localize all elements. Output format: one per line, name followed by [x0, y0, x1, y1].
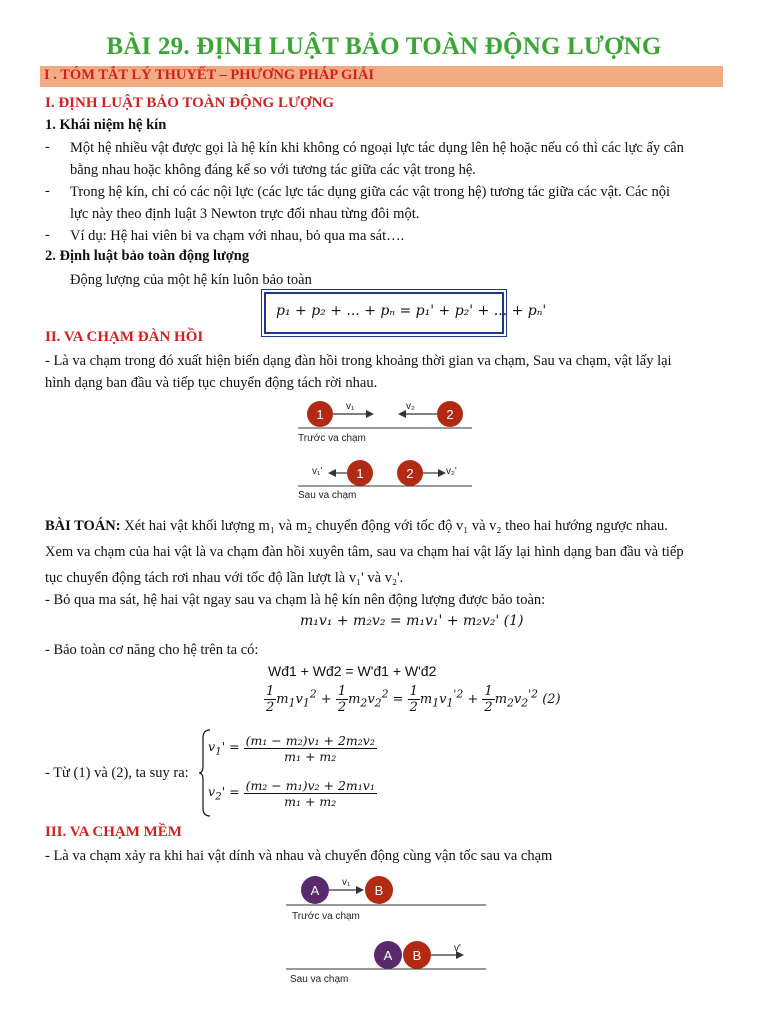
ball-b-label: B — [374, 883, 384, 898]
bullet-dash: - — [45, 183, 50, 199]
equation-1: m₁v₁ + m₂v₂ = m₁v₁' + m₂v₂' (1) — [300, 613, 524, 629]
problem-label: BÀI TOÁN: — [45, 518, 121, 534]
ball-2-label: 2 — [446, 407, 454, 422]
bullet-dash: - — [45, 227, 50, 243]
inelastic-collision-figure — [284, 868, 488, 990]
system-2-numerator: (m₂ − m₁)v₂ + 2m₁v₁ — [245, 778, 375, 793]
ball-1-label: 1 — [316, 407, 324, 422]
v2p-arrowhead — [438, 469, 446, 477]
energy-conservation-text: - Bảo toàn cơ năng cho hệ trên ta có: — [45, 642, 259, 658]
problem-line-1 — [45, 513, 725, 539]
conservation-formula: p₁ + p₂ + ... + pₙ = p₁' + p₂' + ... + pₙ' — [276, 303, 547, 319]
section-3-heading: III. VA CHẠM MỀM — [45, 824, 182, 840]
elastic-description — [45, 350, 725, 394]
bullet-1-text — [70, 137, 720, 181]
v2-label: v₂ — [406, 401, 415, 412]
elastic-desc-line-1: - Là va chạm trong đó xuất hiện biến dạng đàn hồi trong khoảng thời gian va chạm, Sau va chạm, vật lấy lại — [45, 353, 672, 369]
ball-1-after-label: 1 — [356, 466, 364, 481]
bullet-1-line-2: bằng nhau hoặc không đáng kể so với tương tác giữa các vật trong hệ. — [70, 162, 476, 178]
before-collision-label: Trước va chạm — [298, 433, 366, 444]
conservation-formula-box — [264, 292, 547, 334]
system-equation-2: $v_2'$ = $\frac{\text{(m₂ − m₁)v₂ + 2m₁v₁}}{\text{m₁ + m₂}}$ — [208, 778, 375, 809]
momentum-conservation-text: - Bỏ qua ma sát, hệ hai vật ngay sau va chạm là hệ kín nên động lượng được bảo toàn: — [45, 592, 546, 608]
section-bar-text: I . TÓM TẮT LÝ THUYẾT – PHƯƠNG PHÁP GIẢI — [44, 67, 375, 83]
problem-text-1: Xét hai vật khối lượng m₁ và m₂ chuyển động với tốc độ v₁ và v₂ theo hai hướng ngược nhau. — [124, 518, 668, 534]
subsection-1-heading: 1. Khái niệm hệ kín — [45, 117, 167, 133]
system-equation-1: $v_1'$ = $\frac{\text{(m₁ − m₂)v₁ + 2m₂v₂}}{\text{m₁ + m₂}}$ — [208, 733, 375, 764]
bullet-1-line-1: Một hệ nhiều vật được gọi là hệ kín khi không có ngoại lực tác dụng lên hệ hoặc nếu có thì các lực ấy cân — [70, 140, 684, 156]
fraction-half: $\frac{1}{2}$ — [337, 684, 347, 715]
conservation-statement: Động lượng của một hệ kín luôn bảo toàn — [70, 272, 312, 288]
section-1-heading: I. ĐỊNH LUẬT BẢO TOÀN ĐỘNG LƯỢNG — [45, 95, 335, 111]
equation-2: $\frac{1}{2}$ $m_1v_1^2$ + $\frac{1}{2}$ $m_2v_2^2$ = $\frac{1}{2}$ $m_1v_1^{'2}$ + $\frac{1}{2}$ $m_2v_2^{'2}$ (2) — [266, 684, 561, 715]
equation-2-number: (2) — [542, 692, 561, 707]
v1-arrowhead — [356, 886, 364, 894]
v1p-arrowhead — [328, 469, 336, 477]
problem-statement — [45, 513, 725, 591]
ball-a-after-label: A — [383, 948, 393, 963]
bullet-2-line-2: lực này theo định luật 3 Newton trực đối nhau từng đôi một. — [70, 206, 420, 222]
system-1-numerator: (m₁ − m₂)v₁ + 2m₂v₂ — [245, 733, 375, 748]
fraction-half: $\frac{1}{2}$ — [266, 684, 275, 715]
page-title: BÀI 29. ĐỊNH LUẬT BẢO TOÀN ĐỘNG LƯỢNG — [106, 33, 662, 60]
bullet-3-text: Ví dụ: Hệ hai viên bi va chạm với nhau, bỏ qua ma sát…. — [70, 228, 405, 244]
system-2-denominator: m₁ + m₂ — [284, 794, 337, 809]
kinetic-energy-equation: Wđ1 + Wđ2 = W'đ1 + W'đ2 — [268, 663, 437, 679]
vp-label: v' — [454, 943, 461, 954]
v1p-label: v₁' — [312, 466, 323, 477]
section-2-heading: II. VA CHẠM ĐÀN HỒI — [45, 329, 204, 345]
section-bar — [40, 66, 723, 87]
bullet-2-line-1: Trong hệ kín, chỉ có các nội lực (các lực tác dụng giữa các vật trong hệ) tương tác giữa các vật. Các nội — [70, 184, 671, 200]
v1-label: v₁ — [342, 877, 351, 888]
before-collision-label: Trước va chạm — [292, 911, 360, 922]
system-1-denominator: m₁ + m₂ — [284, 749, 337, 764]
v1-arrowhead — [366, 410, 374, 418]
bullet-2-text — [70, 181, 720, 225]
problem-line-2: Xem va chạm của hai vật là va chạm đàn hồi xuyên tâm, sau va chạm hai vật lấy lại hình dạng ban đầu và tiếp — [45, 544, 684, 560]
ball-a-label: A — [310, 883, 320, 898]
problem-line-3: tục chuyển động tách rơi nhau với tốc độ lần lượt là v₁' và v₂'. — [45, 570, 404, 586]
v2p-label: v₂' — [446, 466, 457, 477]
fraction-half: $\frac{1}{2}$ — [484, 684, 493, 715]
after-collision-label: Sau va chạm — [298, 490, 357, 501]
derivation-text: - Từ (1) và (2), ta suy ra: — [45, 765, 189, 781]
bullet-dash: - — [45, 139, 50, 155]
ball-b-after-label: B — [412, 948, 422, 963]
v2-arrowhead — [398, 410, 406, 418]
subsection-2-heading: 2. Định luật bảo toàn động lượng — [45, 248, 250, 264]
elastic-collision-figure — [290, 392, 480, 504]
v1-label: v₁ — [346, 401, 355, 412]
ball-2-after-label: 2 — [406, 466, 414, 481]
inelastic-description: - Là va chạm xảy ra khi hai vật dính và nhau và chuyển động cùng vận tốc sau va chạm — [45, 848, 553, 864]
fraction-half: $\frac{1}{2}$ — [409, 684, 418, 715]
elastic-desc-line-2: hình dạng ban đầu và tiếp tục chuyển động tách rời nhau. — [45, 375, 378, 391]
after-collision-label: Sau va chạm — [290, 974, 349, 985]
